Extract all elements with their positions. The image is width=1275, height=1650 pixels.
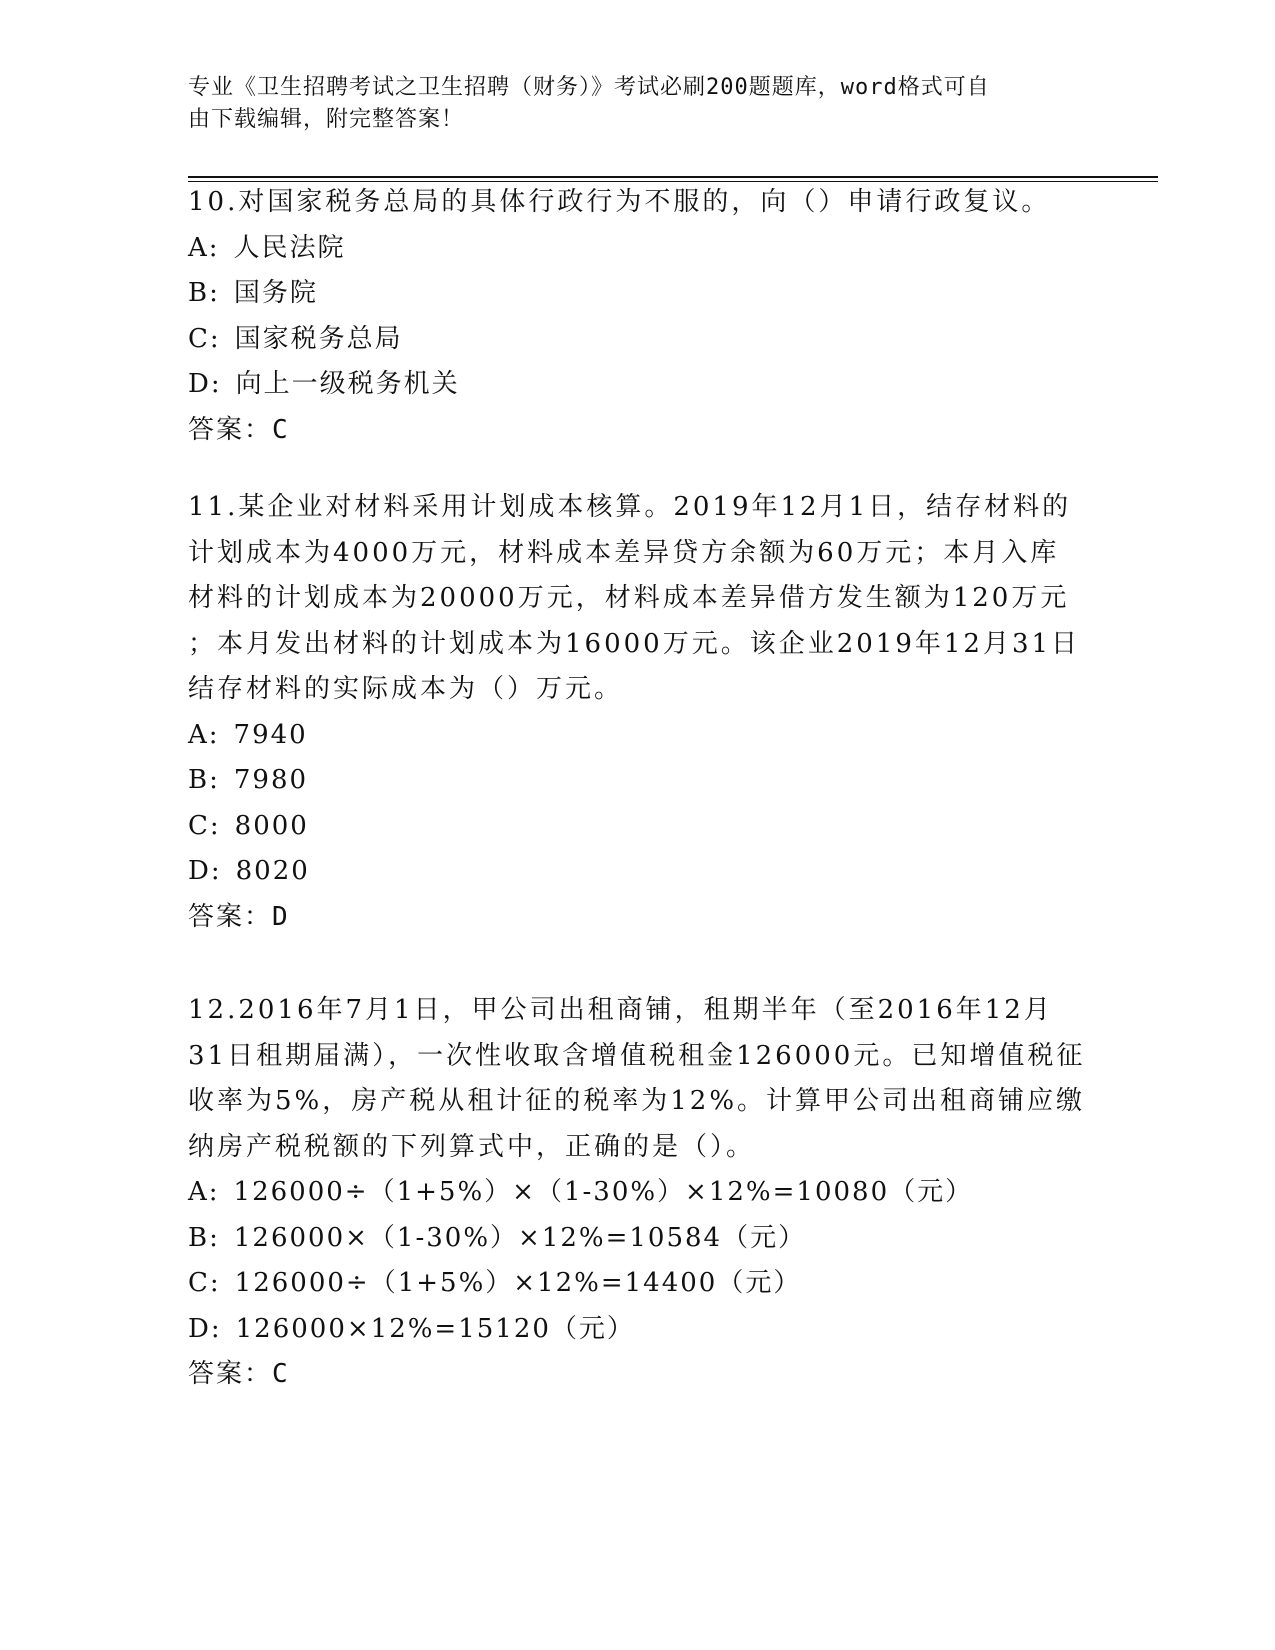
option-text: 8000 bbox=[234, 810, 309, 841]
answer-line: 答案：D bbox=[188, 901, 290, 932]
option-a bbox=[188, 226, 1088, 272]
option-letter: A: bbox=[188, 719, 220, 750]
option-letter: B: bbox=[188, 1222, 220, 1253]
option-d bbox=[188, 362, 1088, 408]
option-letter: D: bbox=[188, 1313, 222, 1344]
option-b bbox=[188, 271, 1088, 317]
stem-line: 12.2016年7月1日，甲公司出租商铺，租期半年（至2016年12月 bbox=[188, 995, 1053, 1025]
option-d bbox=[188, 849, 1088, 895]
header-line-1: 专业《卫生招聘考试之卫生招聘（财务）》考试必刷200题题库，word格式可自 bbox=[188, 75, 990, 100]
stem-line: 10.对国家税务总局的具体行政行为不服的，向（）申请行政复议。 bbox=[188, 187, 1051, 217]
option-text: 向上一级税务机关 bbox=[235, 369, 460, 399]
option-letter: B: bbox=[188, 278, 220, 308]
stem-line: 收率为5%，房产税从租计征的税率为12%。计算甲公司出租商铺应缴 bbox=[188, 1086, 1086, 1116]
question-11 bbox=[188, 485, 1088, 940]
question-stem bbox=[188, 485, 1088, 713]
stem-line: 结存材料的实际成本为（）万元。 bbox=[188, 674, 624, 704]
option-letter: A: bbox=[188, 232, 220, 263]
option-letter: A: bbox=[188, 1177, 220, 1207]
option-text: 126000÷（1+5%）×（1-30%）×12%=10080（元） bbox=[233, 1177, 974, 1207]
option-c bbox=[188, 1261, 1088, 1307]
document-header bbox=[188, 72, 1088, 136]
option-letter: D: bbox=[188, 856, 222, 886]
stem-line: 11.某企业对材料采用计划成本核算。2019年12月1日，结存材料的 bbox=[188, 492, 1072, 522]
option-text: 126000×12%=15120（元） bbox=[235, 1313, 635, 1344]
option-text: 7980 bbox=[233, 765, 309, 795]
option-b bbox=[188, 1216, 1088, 1262]
question-10 bbox=[188, 180, 1088, 453]
option-text: 人民法院 bbox=[233, 232, 346, 263]
stem-line: ；本月发出材料的计划成本为16000万元。该企业2019年12月31日 bbox=[188, 628, 1081, 659]
option-text: 国务院 bbox=[233, 278, 318, 308]
option-text: 126000×（1-30%）×12%=10584（元） bbox=[233, 1222, 807, 1253]
option-b bbox=[188, 758, 1088, 804]
header-line-2: 由下载编辑，附完整答案！ bbox=[188, 107, 465, 132]
question-12 bbox=[188, 988, 1088, 1398]
answer-line: 答案：C bbox=[188, 414, 290, 445]
option-text: 7940 bbox=[233, 719, 308, 750]
option-letter: C: bbox=[188, 810, 221, 841]
option-letter: D: bbox=[188, 369, 222, 399]
option-c bbox=[188, 804, 1088, 850]
stem-line: 计划成本为4000万元，材料成本差异贷方余额为60万元；本月入库 bbox=[188, 537, 1060, 568]
option-letter: C: bbox=[188, 323, 221, 354]
answer-line: 答案：C bbox=[188, 1359, 290, 1389]
option-d bbox=[188, 1307, 1088, 1353]
question-stem bbox=[188, 180, 1088, 226]
option-c bbox=[188, 317, 1088, 363]
stem-line: 材料的计划成本为20000万元，材料成本差异借方发生额为120万元 bbox=[188, 583, 1070, 613]
option-letter: C: bbox=[188, 1268, 221, 1298]
option-text: 8020 bbox=[235, 856, 310, 886]
option-a bbox=[188, 713, 1088, 759]
option-text: 126000÷（1+5%）×12%=14400（元） bbox=[234, 1268, 802, 1298]
question-stem bbox=[188, 988, 1088, 1170]
stem-line: 纳房产税税额的下列算式中，正确的是（）。 bbox=[188, 1131, 756, 1162]
stem-line: 31日租期届满），一次性收取含增值税租金126000元。已知增值税征 bbox=[188, 1040, 1086, 1071]
option-text: 国家税务总局 bbox=[234, 323, 403, 354]
option-a bbox=[188, 1170, 1088, 1216]
option-letter: B: bbox=[188, 765, 220, 795]
